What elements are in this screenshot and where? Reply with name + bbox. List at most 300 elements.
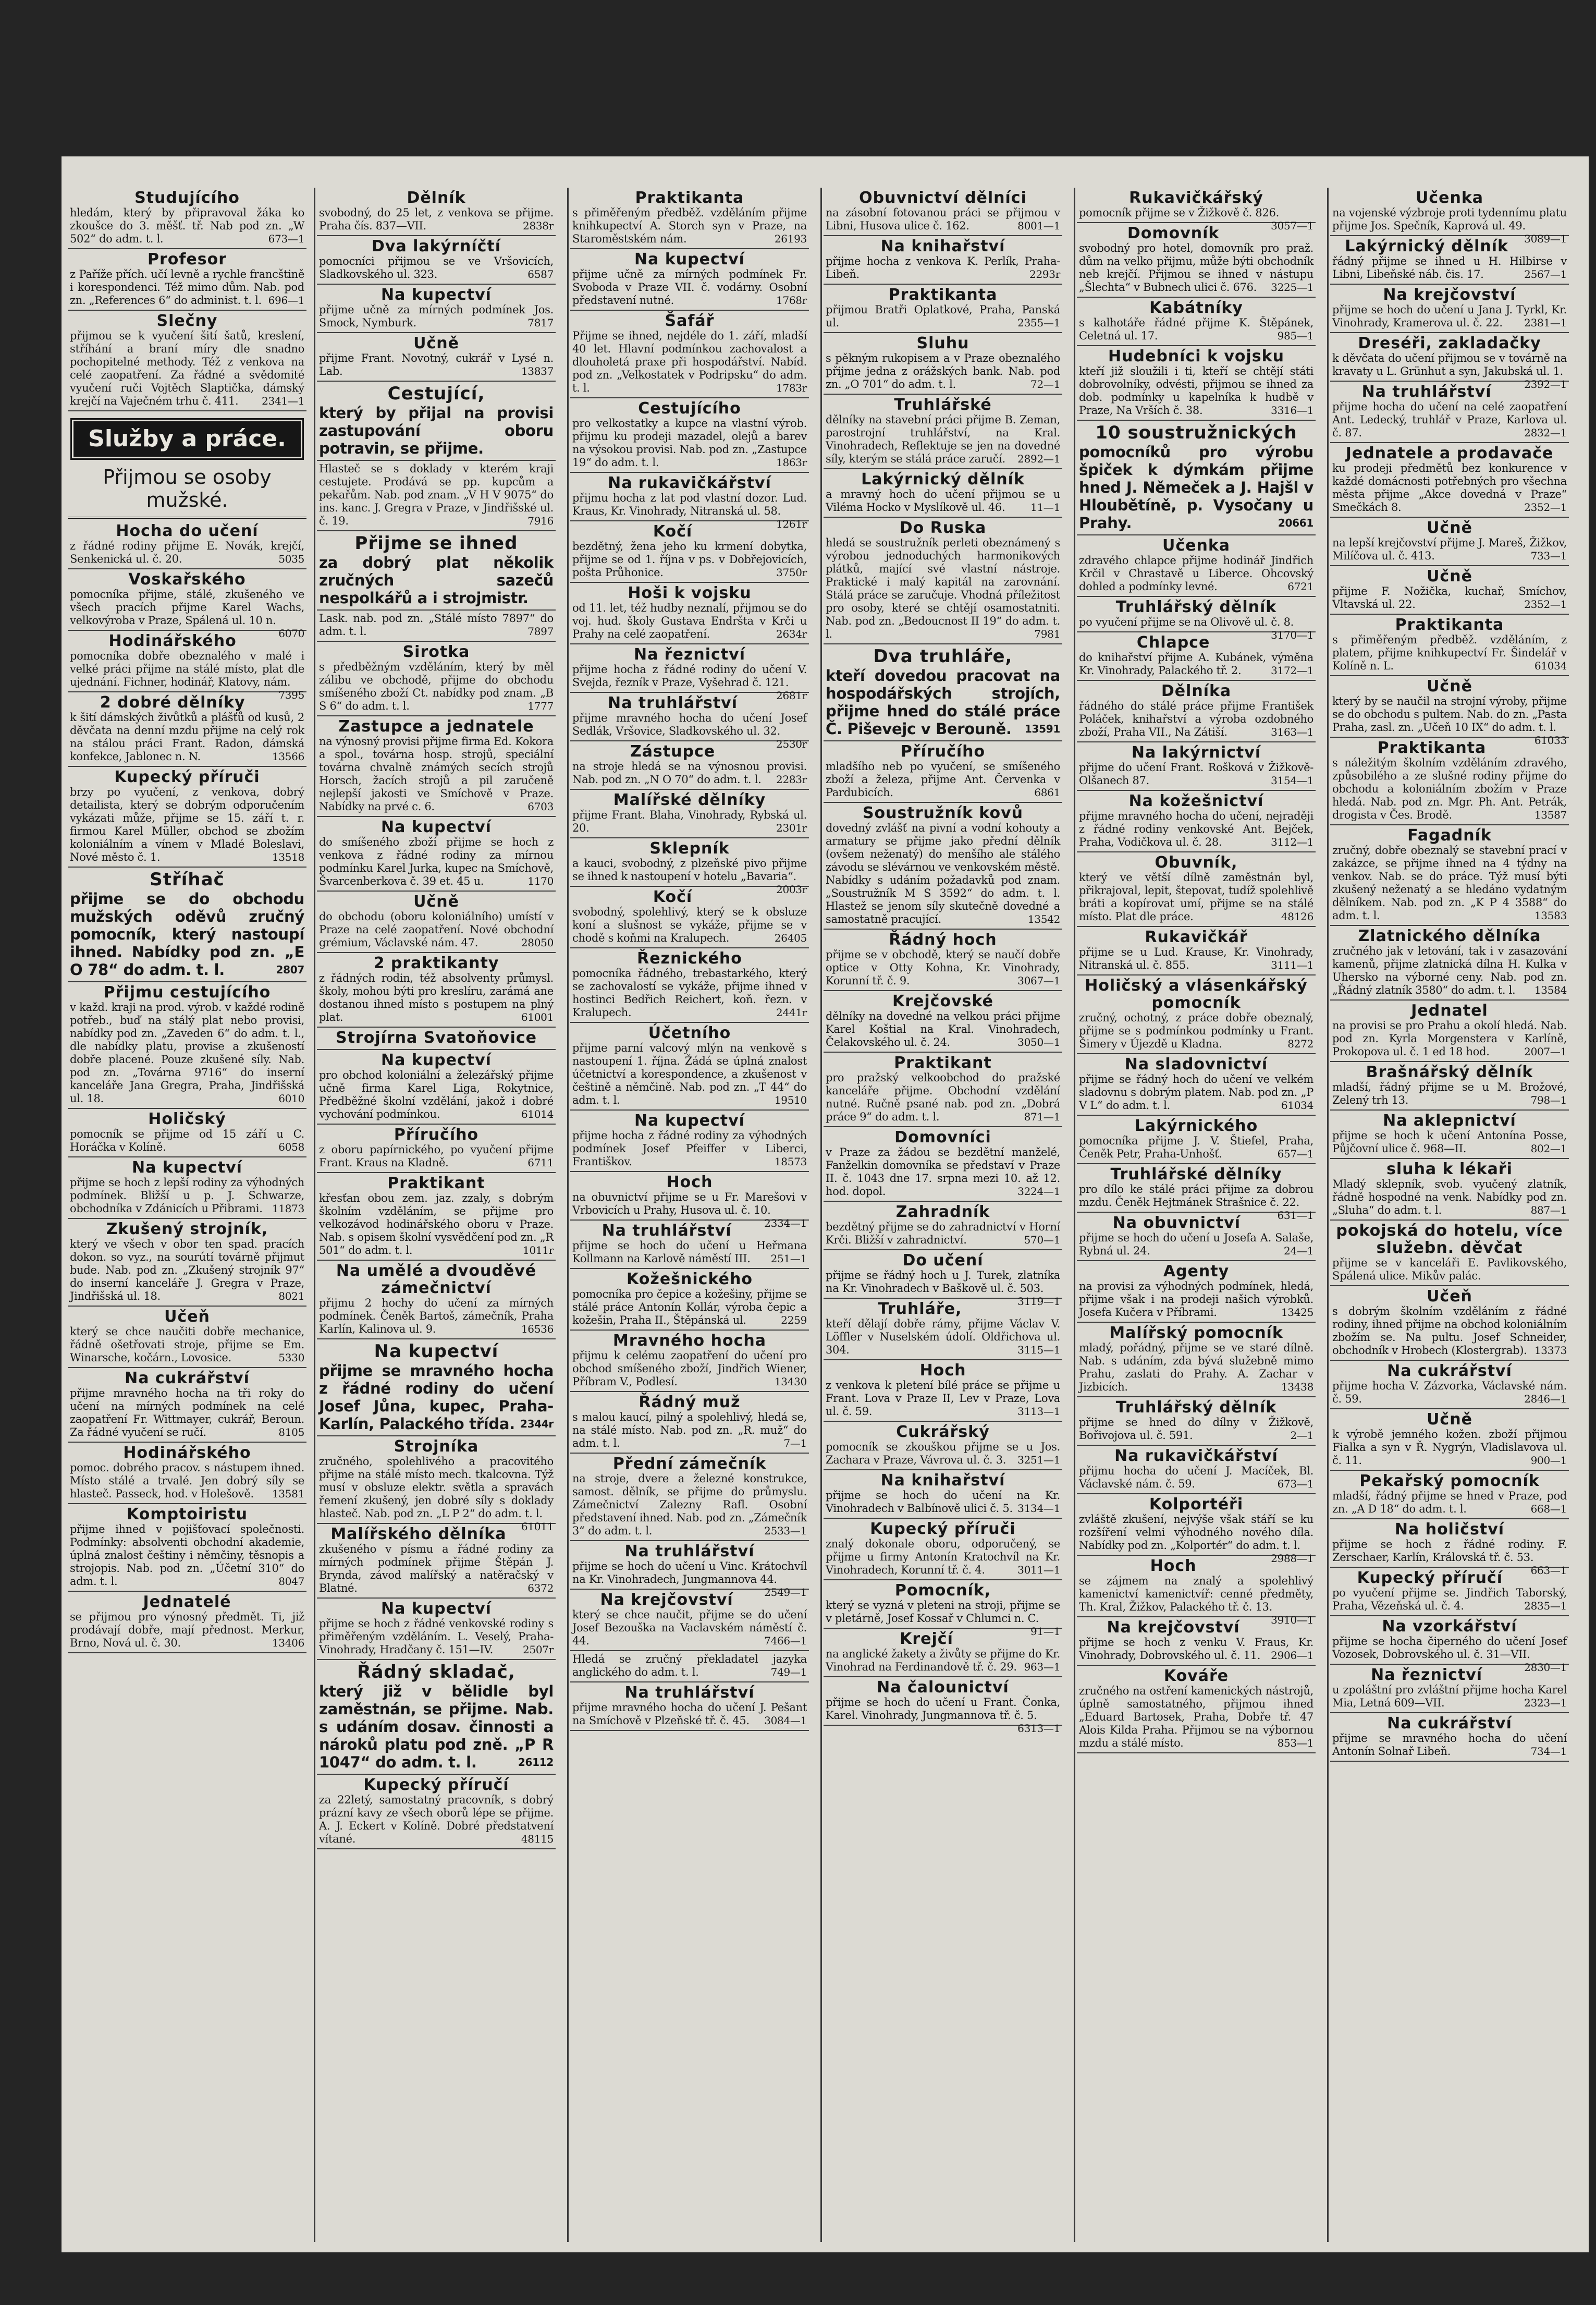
ad-code: 3115—1 — [1017, 1344, 1060, 1356]
ad-title: Kováře — [1163, 1667, 1229, 1685]
ad-text: přijme se v obchodě, který se naučí dobře optice v Otty Kohna, Kr. Vinohrady, Korunní tř. č. 9. — [826, 948, 1060, 987]
ad-title: Rukavičkářský — [1129, 189, 1263, 207]
column-rule — [1327, 188, 1329, 2242]
ad-body — [1079, 365, 1313, 417]
classified-ad — [570, 887, 809, 948]
ad-body — [1332, 1178, 1567, 1217]
ad-body — [319, 612, 554, 638]
classified-ad — [824, 1202, 1062, 1250]
ad-title: Dva lakýrníčtí — [371, 237, 501, 255]
classified-ad — [1330, 443, 1569, 518]
ad-code: 251—1 — [770, 1252, 807, 1265]
ad-code: 2293r — [1029, 268, 1060, 280]
classified-ad — [68, 868, 306, 982]
ad-code: 2838r — [523, 219, 554, 232]
ad-title: Dělník — [407, 189, 466, 207]
ad-text: a kauci, svobodný, z plzeňské pivo přijme se ihned k nastoupení v hotelu „Bavaria“. — [572, 857, 807, 883]
classified-ad — [570, 311, 809, 398]
ad-text: pomoc. dobrého pracov. s nástupem ihned. Místo stálé a trvalé. Jen dobrý síly se hlasteč. Passeck, hod. v Holešově. — [70, 1461, 304, 1500]
classified-ad — [824, 285, 1062, 333]
classified-ad — [317, 1339, 556, 1436]
ad-code: 7466—1 — [764, 1635, 807, 1647]
ad-title: Hodinářského — [123, 1444, 251, 1462]
ad-code: 887—1 — [1530, 1204, 1567, 1216]
ad-code: 7817 — [527, 316, 554, 329]
ad-code: 2334—1 — [764, 1217, 807, 1229]
ad-code: 18573 — [774, 1155, 807, 1168]
ad-title: Hoch — [1150, 1557, 1197, 1575]
classified-ad — [1330, 1221, 1569, 1286]
classified-ad — [1077, 1666, 1316, 1753]
classified-ad — [1330, 615, 1569, 676]
ad-body — [319, 836, 554, 888]
ad-title: Hodinářského — [108, 632, 237, 650]
classified-ad — [824, 991, 1062, 1053]
classified-ad — [1330, 926, 1569, 1001]
ad-body — [1079, 700, 1313, 739]
classified-ad — [1077, 346, 1316, 421]
ad-text: přijme se řádný hoch do učení ve velkém sladovnu s dobrým platem. Nab. pod zn. „P V L“ do adm. t. l. — [1079, 1073, 1313, 1112]
ad-title: Truhlářské dělníky — [1110, 1165, 1282, 1184]
ad-code: 7897 — [527, 625, 554, 638]
ad-text: přijme se do obchodu mužských oděvů zručný pomocník, který nastoupí ihned. Nabídky pod zn. „E O 78“ do adm. t. l. — [70, 890, 304, 979]
ad-code: 6861 — [1034, 786, 1060, 799]
ad-text: přijme mravného hocha do učení, nejraději z řádné rodiny venkovské Ant. Bejček, Praha, Vodičkova ul. č. 28. — [1079, 810, 1313, 848]
classified-ad — [824, 1580, 1062, 1638]
ad-body — [319, 910, 554, 949]
ad-title: Kupecký příručí — [1357, 1569, 1503, 1587]
classified-ad — [317, 1524, 556, 1599]
ad-title: Obuvnictví dělníci — [859, 189, 1027, 207]
ad-body — [826, 1696, 1060, 1735]
ad-code: 28050 — [521, 936, 554, 949]
ad-body — [1332, 1081, 1567, 1107]
ad-title: Příručího — [900, 742, 986, 761]
ad-text: s pěkným rukopisem a v Praze obeznalého přijme jedna z orážských bank. Nab. pod zn. „O 701“ do adm. t. l. — [826, 352, 1060, 391]
ad-text: pomocník se zkouškou přijme se u Jos. Zachara v Praze, Vávrova ul. č. 3. — [826, 1441, 1060, 1466]
classified-ad — [1077, 852, 1316, 927]
ad-body — [1079, 1465, 1313, 1491]
ad-title: Hoch — [666, 1173, 713, 1191]
ad-code: 3163—1 — [1271, 726, 1313, 738]
ad-code: 6587 — [527, 268, 554, 280]
ad-title: Na krejčovství — [1107, 1618, 1240, 1637]
ad-text: svobodný, do 25 let, z venkova se přijme. Praha čís. 837—VII. — [319, 206, 554, 232]
classified-ad — [1077, 188, 1316, 232]
ad-title: Brašnářský dělník — [1366, 1063, 1533, 1081]
ad-body — [572, 712, 807, 750]
ad-title: Kupecký příručí — [363, 1776, 509, 1794]
ad-body — [70, 1128, 304, 1154]
ad-body — [826, 1379, 1060, 1418]
ad-text: pomocníka přijme J. V. Štiefel, Praha, Čeněk Petr, Praha-Unhošť. — [1079, 1135, 1313, 1160]
ad-code: 2807 — [276, 964, 304, 976]
classified-ad — [317, 285, 556, 333]
ad-text: do smíšeného zboží přijme se hoch z venkova z řádné rodiny za mírnou podmínku Karel Jurka, kupec na Smíchově, Švarcenberkova č. 39 et. 45 u. — [319, 836, 554, 887]
ad-code: 11873 — [272, 1202, 304, 1215]
ad-body — [572, 602, 807, 641]
ad-body — [1332, 1538, 1567, 1577]
ad-code: 13566 — [272, 750, 304, 763]
ad-body — [1332, 206, 1567, 245]
ad-body — [1332, 1684, 1567, 1710]
ad-text: přijmu hocha do učení J. Macíček, Bl. Václavské nám. č. 59. — [1079, 1465, 1313, 1490]
ad-code: 2830—1 — [1524, 1661, 1567, 1674]
ad-body — [826, 206, 1060, 233]
ad-body — [826, 413, 1060, 466]
ad-code: 13587 — [1534, 809, 1567, 821]
ad-title: Na řeznictví — [633, 645, 745, 664]
ad-code: 2344r — [520, 1418, 554, 1430]
ad-title: Krejčovské — [892, 992, 993, 1010]
ad-text: k výrobě jemného kožen. zboží přijmou Fialka a syn v Ř. Nygrýn, Vladislavova ul. č. 11. — [1332, 1428, 1567, 1467]
ad-body — [319, 255, 554, 281]
ad-code: 3089—1 — [1524, 233, 1567, 245]
ad-body — [826, 760, 1060, 799]
ad-title: Krejčí — [900, 1630, 953, 1648]
ad-body — [70, 1238, 304, 1303]
ad-title: Lakýrnický dělník — [1345, 237, 1508, 255]
ad-title: Holičský — [148, 1110, 226, 1128]
classified-ad — [1077, 975, 1316, 1054]
classified-ad — [824, 395, 1062, 469]
ad-text: který již v bělidle byl zaměstnán, se přijme. Nab. s udáním dosav. činnosti a nároků platu pod zně. „P R 1047“ do adm. t. l. — [319, 1682, 554, 1771]
ad-body — [319, 1143, 554, 1169]
classified-ad — [1330, 825, 1569, 926]
ad-text: který se chce naučit, přijme se do učení Josef Bezouška na Vaclavském náměstí č. 44. — [572, 1608, 807, 1647]
ad-title: Na kupectví — [381, 1600, 492, 1618]
ad-body — [319, 1192, 554, 1257]
ad-code: 749—1 — [770, 1666, 807, 1678]
ad-title: Pekařský pomocník — [1359, 1472, 1540, 1490]
ad-text: přijme se hoch k učení Antonína Posse, Půjčovní ulice č. 968—II. — [1332, 1129, 1567, 1155]
ad-title: Přijme se ihned — [354, 533, 518, 554]
ad-body — [1079, 1685, 1313, 1750]
classified-ad — [317, 188, 556, 236]
ad-title: Kupecký příruči — [870, 1520, 1016, 1538]
ad-title: Na obuvnictví — [1112, 1214, 1241, 1232]
ad-text: přijme mravného hocha do učení Josef Sedlák, Vršovice, Sladkovského ul. 32. — [572, 712, 807, 737]
classified-ad — [68, 982, 306, 1109]
ad-title: Na sladovnictví — [1124, 1055, 1268, 1074]
classified-ad — [570, 1111, 809, 1172]
ad-body — [1332, 1587, 1567, 1613]
column-rule — [820, 188, 822, 2242]
classified-ad — [317, 892, 556, 953]
ad-body — [826, 822, 1060, 926]
ad-text: přijme hocha z řádné rodiny do učení V. Svejda, řezník v Praze, Vyšehrad č. 121. — [572, 663, 807, 689]
classified-ad — [1330, 518, 1569, 566]
ad-body — [70, 890, 304, 979]
classified-ad — [68, 1157, 306, 1219]
ad-text: dovedný zvlášť na pivní a vodní kohouty a armatury se přijme jako přední dělník (ovšem neženatý) do menšího ale stálého závodu se slévárnou ve venkovském městě. Nabídky s udáním požadavků pod znam. „Soustružník M S 3592“ do adm. t. l. Hlastež se jenom síly skutečně dovedné a samostatně pracující. — [826, 822, 1060, 925]
ad-text: z Paříže přích. učí levně a rychle francštině i korespondenci. Též mimo dům. Nab. pod zn. „References 6“ do administ. t. l. — [70, 268, 304, 307]
ad-code: 3154—1 — [1271, 774, 1313, 787]
ad-text: přijme hocha V. Zázvorka, Václavské nám. č. 59. — [1332, 1380, 1567, 1405]
ad-body — [826, 352, 1060, 391]
ad-title: Na truhlářství — [624, 1542, 755, 1560]
ad-code: 673—1 — [268, 233, 304, 245]
ad-body — [319, 1069, 554, 1121]
ad-code: 1170 — [527, 875, 554, 887]
ad-title: Strojírna Svatoňovice — [335, 1029, 537, 1047]
ad-text: pomocníka řádného, trebastarkého, který se zachovalostí se vykáže, přijme ihned v hostinci Bedřich Reichert, koň. řezn. v Kralupech. — [572, 967, 807, 1019]
ad-code: 61001 — [521, 1011, 554, 1023]
ad-body — [1332, 400, 1567, 440]
ad-title: Šafář — [665, 312, 715, 330]
ad-body — [1079, 1231, 1313, 1258]
classified-ad — [1077, 597, 1316, 641]
ad-body — [572, 417, 807, 469]
ad-text: přijme se hoch do učení na Kr. Vinohradech v Balbínově ulici č. 5. — [826, 1489, 1060, 1515]
ad-body — [1079, 946, 1313, 972]
ad-body — [826, 1441, 1060, 1467]
ad-code: 2681r — [776, 689, 807, 702]
classified-ad — [317, 611, 556, 642]
ad-title: Agenty — [1163, 1262, 1230, 1280]
ad-text: pomocník se přijme od 15 září u C. Horáčka v Kolíně. — [70, 1128, 304, 1153]
ad-body — [1079, 1135, 1313, 1161]
ad-text: zdravého chlapce přijme hodinář Jindřich Krčil v Chrastavě u Liberce. Ohcovský dohled a podmínky levné. — [1079, 554, 1313, 593]
classified-ad — [317, 817, 556, 892]
ad-body — [826, 1010, 1060, 1049]
ad-title: Na cukrářství — [1387, 1362, 1512, 1380]
ad-code: 668—1 — [1530, 1503, 1567, 1515]
ad-title: Malířský pomocník — [1109, 1324, 1283, 1342]
ad-text: přijme se hoch z lepší rodiny za výhodných podmínek. Bližší u p. J. Schwarze, obchodníka v Zdánicích u Přibrami. — [70, 1176, 304, 1215]
ad-body — [1332, 352, 1567, 391]
classified-ad — [1077, 1116, 1316, 1164]
classified-ad — [317, 953, 556, 1028]
ad-title: Na řeznictví — [1371, 1666, 1483, 1684]
ad-body — [572, 540, 807, 579]
ad-text: přijme se v kanceláři E. Pavlikovského, Spálená ulice. Mikův palác. — [1332, 1257, 1567, 1282]
ad-body — [1332, 1490, 1567, 1516]
ad-text: přijme učně za mírných podmínek Fr. Svoboda v Praze VII. č. vodárny. Osobní představení nutné. — [572, 268, 807, 307]
ad-text: do obchodu (oboru koloniálního) umístí v Praze na celé zaopatření. Nové obchodní grémium, Václavské nám. 47. — [319, 910, 554, 949]
ad-text: přijme se hned do dílny v Žižkově, Bořivojova ul. č. 591. — [1079, 1416, 1313, 1442]
ad-code: 2906—1 — [1271, 1649, 1313, 1662]
classified-ad — [68, 188, 306, 249]
ad-title: Studujícího — [134, 189, 240, 207]
ad-body — [572, 1191, 807, 1229]
ad-text: dělníky na dovedné na velkou práci přijme Karel Koštial na Kral. Vinohradech, Čelakovského ul. č. 24. — [826, 1010, 1060, 1048]
ad-code: 2892—1 — [1017, 453, 1060, 465]
ad-title: Na krejčovství — [1383, 286, 1516, 304]
ad-body — [1332, 1257, 1567, 1283]
ad-title: Truhláře, — [878, 1300, 962, 1318]
ad-code: 26405 — [774, 932, 807, 944]
classified-ad — [1077, 1054, 1316, 1116]
ad-body — [70, 1387, 304, 1439]
ad-title: Učně — [413, 893, 459, 911]
classified-ad — [317, 1599, 556, 1660]
ad-text: který ve větší dílně zaměstnán byl, přikrajoval, lepit, štepovat, tudíž spolehlivě bráti a kopírovat umí, přijme se na stálé místo. Plat dle práce. — [1079, 871, 1313, 923]
ad-text: ku prodeji předmětů bez konkurence v každé domácnosti potřebných pro všechna města přijme „Akce dovedná v Praze“ Smečkách 8. — [1332, 462, 1567, 514]
column-rule — [314, 188, 315, 2242]
classified-ad — [317, 642, 556, 716]
ad-code: 3067—1 — [1017, 974, 1060, 987]
classified-ad — [824, 1470, 1062, 1519]
ad-title: Dva truhláře, — [873, 646, 1013, 667]
ad-text: přijme Frant. Blaha, Vinohrady, Rybská ul. 20. — [572, 809, 807, 834]
ad-body — [319, 404, 554, 457]
ad-text: po vyučení přijme se na Olivově ul. č. 8. — [1079, 616, 1294, 628]
ad-body — [319, 303, 554, 330]
ad-body — [319, 735, 554, 813]
classified-ad — [570, 644, 809, 702]
ad-body — [1079, 206, 1313, 232]
ad-text: křesťan obou zem. jaz. zzaly, s dobrým školním vzděláním, se přijme pro velkozávod hodinářského oboru v Praze. Nab. s opisem školní vysvědčení pod zn. „R 501“ do adm. t. l. — [319, 1192, 554, 1257]
ad-body — [1079, 316, 1313, 343]
ad-body — [70, 1461, 304, 1501]
ad-title: Na kupectví — [634, 1112, 745, 1130]
ad-title: Stříhač — [150, 869, 225, 890]
classified-ad — [68, 569, 306, 640]
ad-code: 61033 — [1534, 734, 1567, 747]
classified-ad — [1330, 1361, 1569, 1409]
classified-ad — [1077, 298, 1316, 346]
column-1 — [68, 188, 306, 2242]
ad-body — [70, 268, 304, 307]
ad-code: 2352—1 — [1524, 501, 1567, 514]
ad-code: 16536 — [521, 1323, 554, 1335]
ad-code: 13406 — [272, 1637, 304, 1649]
ad-text: mladší, řádný přijme se hned v Praze, pod zn. „A D 18“ do adm. t. l. — [1332, 1490, 1567, 1515]
ad-code: 13583 — [1534, 909, 1567, 922]
classified-ad — [570, 948, 809, 1023]
ad-text: bezdětný, žena jeho ku krmení dobytka, přijme se od 1. října v ps. v Dobřejovicích, pošta Průhonice. — [572, 540, 807, 579]
ad-text: přijme se hoch z řádné venkovské rodiny s přiměřeným vzděláním. L. Veselý, Praha-Vinohrady, Hradčany č. 151—IV. — [319, 1617, 554, 1656]
ad-code: 6721 — [1287, 580, 1313, 593]
ad-code: 7—1 — [783, 1437, 807, 1449]
ad-code: 3910—1 — [1271, 1614, 1313, 1626]
ad-code: 802—1 — [1530, 1142, 1567, 1155]
ad-text: který by přijal na provisi zastupování oboru potravin, se přijme. — [319, 404, 554, 457]
ad-code: 61011 — [521, 1520, 554, 1533]
ad-body — [319, 1682, 554, 1771]
ad-text: přijme hocha z venkova K. Perlík, Praha-Libeň. — [826, 255, 1060, 280]
ad-title: Praktikanta — [1395, 616, 1504, 634]
ad-body — [826, 1071, 1060, 1124]
ad-title: Sluhu — [916, 334, 969, 352]
ad-code: 2392—1 — [1524, 378, 1567, 391]
classified-ad — [824, 1422, 1062, 1470]
ad-body — [572, 1608, 807, 1648]
ad-code: 2441r — [776, 1006, 807, 1019]
ad-code: 61014 — [521, 1108, 554, 1120]
ad-code: 13373 — [1534, 1344, 1567, 1357]
column-4 — [824, 188, 1062, 2242]
ad-code: 963—1 — [1024, 1661, 1060, 1673]
ad-body — [572, 1288, 807, 1327]
ad-title: Na vzorkářství — [1382, 1617, 1517, 1636]
ad-body — [1079, 871, 1313, 923]
ad-title: Do učení — [902, 1251, 984, 1270]
ad-title: Praktikanta — [888, 286, 998, 304]
ad-code: 853—1 — [1277, 1737, 1313, 1749]
classified-ad — [317, 716, 556, 817]
classified-ad — [1330, 1111, 1569, 1159]
ad-text: kteří již sloužili i ti, kteří se chtějí státi dobrovolníky, odvésti, přijmou se ihned za dob. podmínky u kapelníka k hudbě v Praze, Na Vrších č. 38. — [1079, 365, 1313, 417]
ad-code: 6711 — [527, 1156, 554, 1169]
ad-body — [1079, 1341, 1313, 1394]
classified-ad — [68, 1219, 306, 1307]
ad-title: Hudebníci k vojsku — [1108, 347, 1284, 365]
classified-ad — [1330, 1713, 1569, 1762]
classified-ad — [68, 1443, 306, 1504]
classified-ad — [570, 1682, 809, 1731]
ad-title: Jednatelé — [143, 1593, 231, 1611]
ad-body — [826, 667, 1060, 738]
newspaper-page — [62, 156, 1589, 2252]
ad-text: Hlasteč se s doklady v kterém kraji cestujete. Prodává se pp. kupcům a pekařům. Nab. pod znam. „V H V 9075“ do ins. kanc. J. Gregra v Praze, v Jindřišské ul. č. 19. — [319, 462, 554, 527]
ad-code: 3251—1 — [1017, 1454, 1060, 1466]
ad-title: Obuvník, — [1155, 853, 1238, 872]
classified-ad — [68, 692, 306, 767]
classified-ad — [317, 1775, 556, 1849]
ad-text: hledám, který by připravoval žáka ko zkoušce do 3. měšť. tř. Nab pod zn. „W 502“ do adm. t. l. — [70, 206, 304, 245]
classified-ad — [570, 838, 809, 896]
ad-text: k děvčata do učení přijmou se v továrně na kravaty u L. Grünhut a syn, Jakubská ul. 1. — [1332, 352, 1567, 377]
ad-code: 6010 — [278, 1092, 304, 1105]
classified-ad — [1330, 285, 1569, 333]
ad-text: přijme parní valcový mlýn na venkově s nastoupení 1. října. Žádá se úplná znalost účetnictví a korespondence, a zkušenost v češtině a němčině. Nab. pod zn. „T 44“ do adm. t. l. — [572, 1042, 807, 1106]
ad-text: přijme učně za mírných podmínek Jos. Smock, Nymburk. — [319, 303, 554, 329]
ad-body — [826, 536, 1060, 641]
ad-text: pomocník přijme se v Žižkově č. 826. — [1079, 206, 1279, 219]
ad-code: 1863r — [776, 456, 807, 469]
ad-code: 3011—1 — [1017, 1564, 1060, 1576]
ad-title: Zkušený strojník, — [106, 1220, 268, 1238]
ad-code: 3112—1 — [1271, 836, 1313, 848]
ad-text: přijme se hoch do učení u Heřmana Kollmann na Karlově náměstí III. — [572, 1239, 807, 1265]
ad-title: Na knihařství — [880, 1471, 1005, 1490]
ad-code: 7395 — [278, 689, 304, 701]
ad-text: zvláště zkušení, nejvýše však stáří se ku rozšíření velmi výhodného nového díla. Nabídky pod zn. „Kolportér“ do adm. t. l. — [1079, 1513, 1313, 1552]
ad-title: Řádný muž — [639, 1393, 741, 1411]
ad-title: Na kupectví — [381, 1051, 492, 1069]
ad-title: Na krejčovství — [600, 1591, 733, 1609]
ad-text: Přijme se ihned, nejdéle do 1. září, mladší 40 let. Hlavní podmínkou zachovalost a dlouholetá praxe při hospodářství. Nabíd. pod zn. „Velkostatek v Podripsku“ do adm. t. l. — [572, 330, 807, 394]
ad-code: 1011r — [523, 1244, 554, 1257]
ad-body — [1332, 1732, 1567, 1758]
ad-title: Na kupectví — [132, 1158, 242, 1177]
column-5 — [1077, 188, 1316, 2242]
ad-code: 8105 — [278, 1426, 304, 1438]
ad-code: 6372 — [527, 1582, 554, 1594]
ad-text: s přiměřeným předběž. vzděláním přijme knihkupectví A. Storch syn v Praze, na Staroměstském nám. — [572, 206, 807, 245]
classified-ad — [824, 469, 1062, 518]
classified-ad — [570, 521, 809, 583]
section-banner: Služby a práce. — [72, 420, 302, 458]
ad-title: Učně — [1427, 567, 1472, 586]
ad-code: 733—1 — [1530, 550, 1567, 562]
classified-ad — [1077, 1164, 1316, 1222]
ad-code: 48115 — [521, 1833, 554, 1845]
ad-code: 26193 — [774, 233, 807, 245]
ad-title: Praktikanta — [1377, 739, 1487, 757]
ad-body — [1079, 761, 1313, 787]
ad-code: 6703 — [527, 800, 554, 813]
classified-ad — [1077, 421, 1316, 535]
ad-text: s předběžným vzděláním, který by měl zálibu ve obchodě, přijme do obchodu smíšeného zboží Ct. nabídky pod znam. „B S 6“ do adm. t. l. — [319, 661, 554, 712]
ad-title: Slečny — [156, 312, 218, 330]
ad-title: Rukavičkář — [1145, 928, 1248, 946]
ad-text: hledá se soustružník perleti obeznámený s výrobou jednoduchých harmonikových plátků, mající své vlastní nástroje. Praktické i malý kapitál na zarovnání. Stálá práce se zaručuje. Vhodná příležitost pro osoby, které se chtějí osamostatniti. Nab. pod zn. „Bedoucnost II 19“ do adm. t. l. — [826, 536, 1060, 640]
classified-ad — [68, 1307, 306, 1368]
ad-body — [826, 948, 1060, 987]
